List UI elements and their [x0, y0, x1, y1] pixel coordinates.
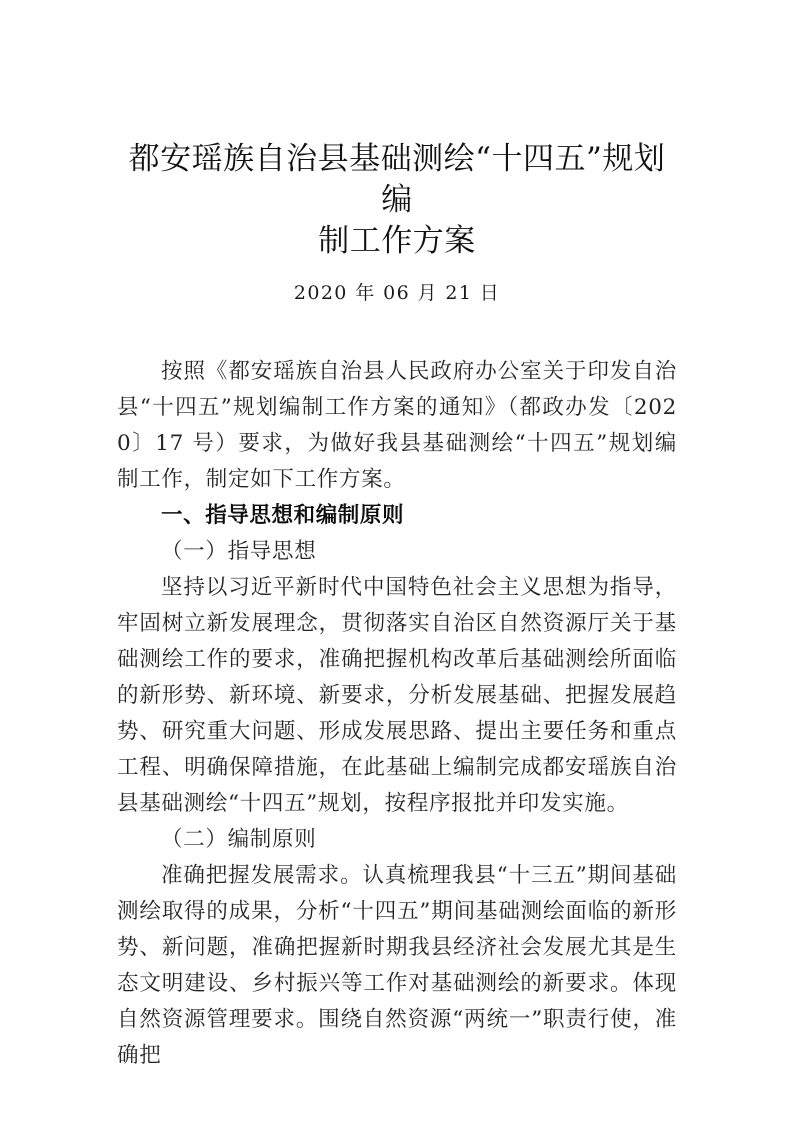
document-title-line-1: 都安瑶族自治县基础测绘“十四五”规划编	[128, 141, 666, 218]
document-title-line-2: 制工作方案	[318, 223, 476, 259]
section-1-heading: 一、指导思想和编制原则	[161, 503, 405, 528]
guiding-ideology-paragraph: 坚持以习近平新时代中国特色社会主义思想为指导，牢固树立新发展理念，贯彻落实自治区自然资源厅关于基础测绘工作的要求，准确把握机构改革后基础测绘所面临的新形势、新环境、新要求，分析发展基础、把握发展趋势、研究重大问题、形成发展思路、提出主要任务和重点工程、明确保障措施，在此基础上编制完成都安瑶族自治县基础测绘“十四五”规划，按程序报批并印发实施。	[117, 575, 677, 816]
section-1-1-heading: （一）指导思想	[161, 539, 317, 564]
document-content-column	[117, 0, 677, 1074]
document-title	[117, 0, 677, 262]
document-date: 2020 年 06 月 21 日	[293, 282, 501, 304]
section-1-2-heading: （二）编制原则	[161, 827, 317, 852]
compilation-principles-paragraph: 准确把握发展需求。认真梳理我县“十三五”期间基础测绘取得的成果，分析“十四五”期间基础测绘面临的新形势、新问题，准确把握新时期我县经济社会发展尤其是生态文明建设、乡村振兴等工作对基础测绘的新要求。体现自然资源管理要求。围绕自然资源“两统一”职责行使，准确把	[117, 863, 677, 1068]
intro-paragraph: 按照《都安瑶族自治县人民政府办公室关于印发自治县“十四五”规划编制工作方案的通知》（都政办发〔2020〕17 号）要求，为做好我县基础测绘“十四五”规划编制工作，制定如下工作方案。	[117, 359, 677, 492]
document-body	[117, 306, 677, 1074]
